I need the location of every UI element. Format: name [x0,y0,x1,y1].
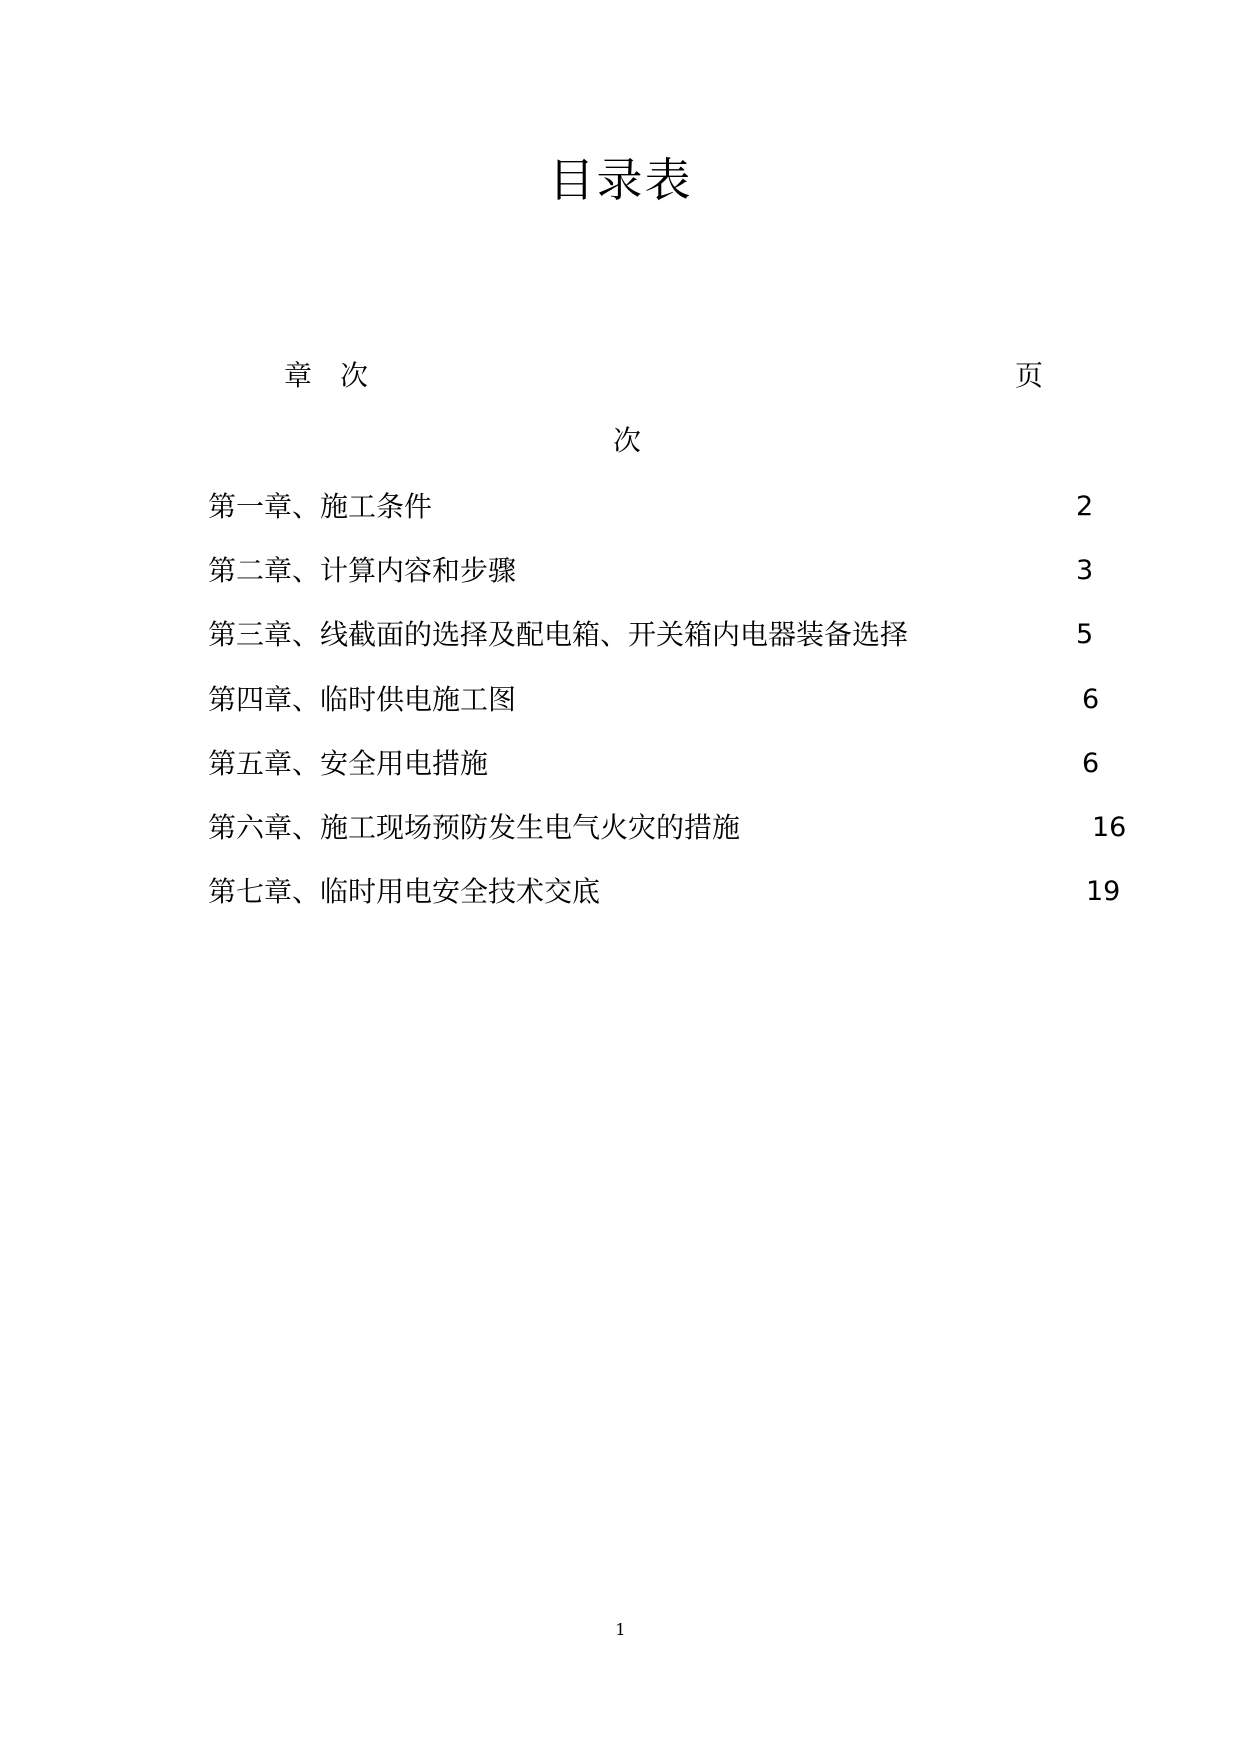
toc-entry [208,487,1138,527]
chapter-column-header: 章 次 [284,359,369,392]
toc-entry [208,808,1138,848]
toc-entry-label: 第四章、临时供电施工图 [208,683,517,716]
toc-entry-label: 第二章、计算内容和步骤 [208,554,517,587]
toc-entry-page: 3 [1076,555,1094,586]
toc-entry-label: 第一章、施工条件 [208,490,433,523]
toc-entry-page: 6 [1082,748,1100,779]
page-number: 1 [615,1620,626,1639]
toc-entry-label: 第五章、安全用电措施 [208,747,489,780]
toc-entry-page: 16 [1092,812,1127,843]
toc-entry [208,744,1138,784]
toc-entry-page: 19 [1086,876,1121,907]
page-column-header-line2: 次 [613,424,642,457]
toc-entry-label: 第七章、临时用电安全技术交底 [208,875,601,908]
page-column-header-line1: 页 [1015,359,1044,392]
toc-entry [208,615,1138,655]
toc-entry-label: 第六章、施工现场预防发生电气火灾的措施 [208,811,741,844]
toc-entry-page: 5 [1076,619,1094,650]
toc-entry [208,680,1138,720]
toc-entry-label: 第三章、线截面的选择及配电箱、开关箱内电器装备选择 [208,618,909,651]
toc-entry-page: 2 [1076,491,1094,522]
toc-entry-page: 6 [1082,684,1100,715]
toc-entry [208,551,1138,591]
toc-entry [208,872,1138,912]
page-title: 目录表 [548,153,693,207]
